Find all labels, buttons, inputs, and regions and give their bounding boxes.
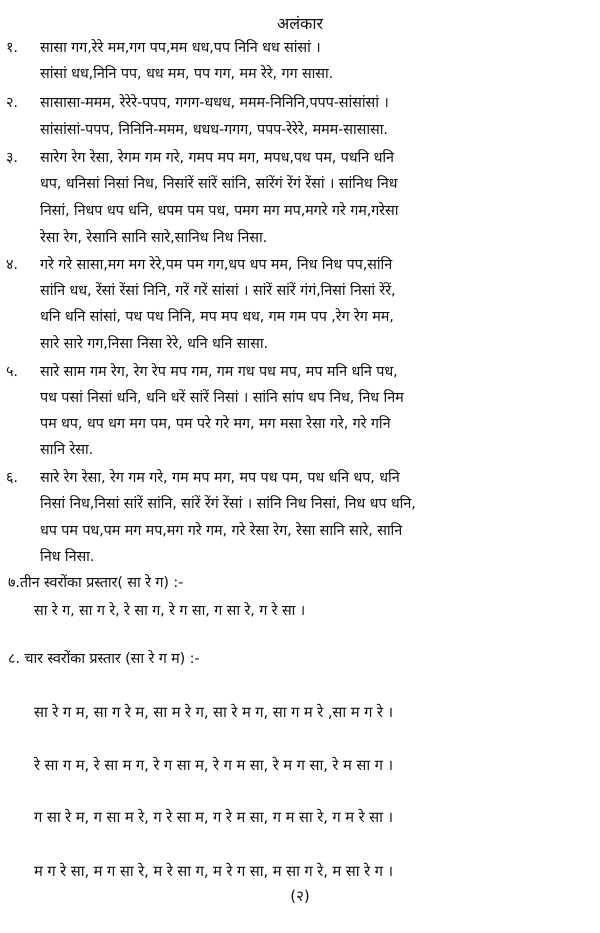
section-3-line-3: निसां, निधप धप धनि, धपम पम पध, पमग मग मप,मगरे गरे गम,गरेसा	[40, 203, 399, 219]
section-6-line-3: धप पम पध,पम मग मप,मग गरे गम, गरे रेसा रेग, रेसा सानि सारे, सानि	[40, 523, 403, 539]
section-4-line-1: गरे गरे सासा,मग मग रेरे,पम पम गग,धप धप मम, निध निध पप,सांनि	[40, 257, 393, 273]
section-4-number: ४.	[6, 257, 18, 273]
section-6-number: ६.	[6, 470, 18, 486]
section-2-line-2: सांसांसां-पपप, निनिनि-ममम, धधध-गगग, पपप-रेरेरे, ममम-सासासा.	[40, 122, 388, 138]
section-2-number: २.	[6, 95, 18, 111]
section-8-line-1: सा रे ग म, सा ग रे म, सा म रे ग, सा रे म ग, सा ग म रे ,सा म ग रे ।	[34, 704, 394, 721]
section-3-line-2: धप, धनिसां निसां निध, निसांरें सांरें सांनि, सांरेंगं रेंगं रेंसां । सांनिध निध	[40, 176, 398, 192]
section-5-line-3: पम धप, धप धग मग पम, पम परे गरे मग, मग मसा रेसा गरे, गरे गनि	[40, 416, 391, 432]
section-8-line-2: रे सा ग म, रे सा म ग, रे ग सा म, रे ग म सा, रे म ग सा, रे म सा ग ।	[34, 757, 394, 774]
section-3-line-1: सारेग रेग रेसा, रेगम गम गरे, गमप मप मग, मपध,पध पम, पधनि धनि	[40, 150, 394, 166]
page-title: अलंकार	[276, 14, 324, 33]
section-5-line-1: सारे साम गम रेग, रेग रेप मप गम, गम गध पध मप, मप मनि धनि पध,	[40, 364, 398, 380]
section-4-line-3: धनि धनि सांसां, पध पध निनि, मप मप धध, गम गम पप ,रेग रेग मम,	[40, 309, 394, 325]
section-4-line-2: सांनि धध, रेंसां रेंसां निनि, गरें गरें सांसां । सांरें सांरें गंगं,निसां निसां रेंरें,	[40, 283, 396, 299]
section-5-number: ५.	[6, 364, 18, 380]
section-8-line-4: म ग रे सा, म ग सा रे, म रे सा ग, म रे ग सा, म सा ग रे, म सा रे ग ।	[34, 863, 394, 880]
section-1-line-1: सासा गग,रेरे मम,गग पप,मम धध,पप निनि धध सांसां ।	[40, 40, 321, 56]
section-1-line-2: सांसां धध,निनि पप, धध मम, पप गग, मम रेरे, गग सासा.	[40, 66, 334, 82]
section-7-heading: ७.तीन स्वरोंका प्रस्तार( सा रे ग) :-	[8, 575, 184, 591]
section-8-line-3: ग सा रे म, ग सा म रे, ग रे सा म, ग रे म सा, ग म सा रे, ग म रे सा ।	[34, 809, 394, 826]
section-4-line-4: सारे सारे गग,निसा निसा रेरे, धनि धनि सासा.	[40, 336, 268, 352]
section-3-number: ३.	[6, 150, 18, 166]
section-5-line-4: सानि रेसा.	[40, 442, 94, 458]
section-6-line-4: निध निसा.	[40, 549, 95, 565]
section-7-line: सा रे ग, सा ग रे, रे सा ग, रे ग सा, ग सा रे, ग रे सा ।	[34, 603, 306, 619]
section-6-line-2: निसां निध,निसां सांरें सांनि, सांरें रेंगं रेंसां । सांनि निध निसां, निध धप धनि,	[40, 496, 416, 512]
page-number: (२)	[290, 887, 310, 905]
section-3-line-4: रेसा रेग, रेसानि सानि सारे,सानिध निध निसा.	[40, 230, 268, 246]
section-5-line-2: पध पसां निसां धनि, धनि धरें सांरें निसां । सांनि सांप धप निध, निध निम	[40, 390, 404, 406]
section-2-line-1: सासासा-ममम, रेरेरे-पपप, गगग-धधध, ममम-निनिनि,पपप-सांसांसां ।	[40, 95, 389, 111]
section-8-heading: ८. चार स्वरोंका प्रस्तार (सा रे ग म) :-	[8, 651, 200, 667]
section-6-line-1: सारे रेग रेसा, रेग गम गरे, गम मप मग, मप पध पम, पध धनि धप, धनि	[40, 470, 400, 486]
section-1-number: १.	[6, 40, 18, 56]
